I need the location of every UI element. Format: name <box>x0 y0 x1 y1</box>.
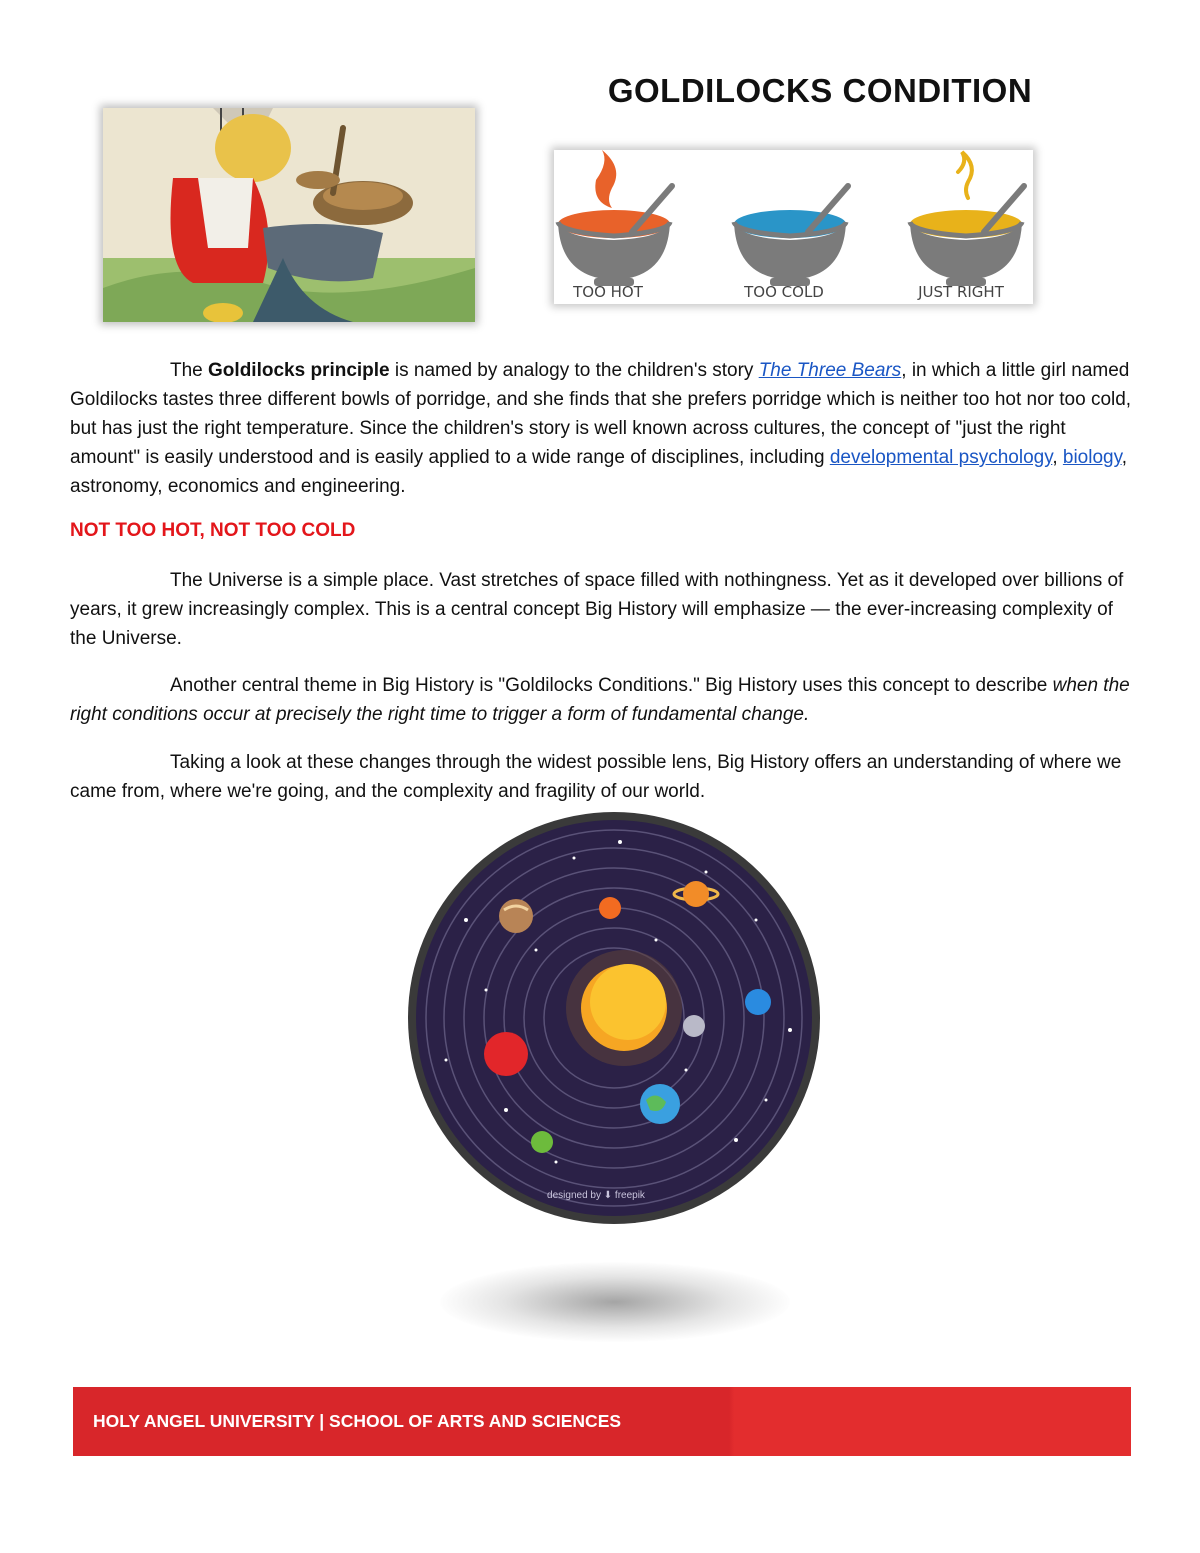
solar-system-shadow <box>440 1262 790 1342</box>
solar-system-image <box>406 810 822 1226</box>
footer-banner <box>73 1387 1131 1456</box>
section-heading: NOT TOO HOT, NOT TOO COLD <box>70 520 356 541</box>
label-too-hot: TOO HOT <box>573 283 643 301</box>
link-developmental-psychology[interactable]: developmental psychology <box>829 447 1053 468</box>
bowl-too-hot <box>558 150 672 286</box>
label-just-right: JUST RIGHT <box>918 283 1004 301</box>
freepik-credit: designed by ⬇ freepik <box>547 1190 645 1201</box>
goldilocks-principle-term: Goldilocks principle <box>208 360 390 381</box>
intro-paragraph: The Goldilocks principle is named by analogy to the children's story The Three Bears, in which a little girl named Goldilocks tastes three different bowls of porridge, and she finds that she prefers porridge which is neither too hot nor too cold, but has just the right temperature. Since the children's story is well known across cultures, the concept of "just the right amount" is easily understood and is easily applied to a wide range of disciplines, including developmental psychology, biology, astronomy, economics and engineering. <box>70 360 1132 497</box>
goldilocks-conditions-paragraph: Another central theme in Big History is "Goldilocks Conditions." Big History uses this concept to describe when the right conditions occur at precisely the right time to trigger a form of fundamental change. <box>70 675 1130 725</box>
goldilocks-illustration <box>103 108 475 322</box>
link-biology[interactable]: biology <box>1062 447 1122 468</box>
label-too-cold: TOO COLD <box>744 283 824 301</box>
universe-paragraph: The Universe is a simple place. Vast stretches of space filled with nothingness. Yet as it developed over billions of years, it grew increasingly complex. This is a central concept Big History will emphasize — the ever-increasing complexity of the Universe. <box>70 570 1124 649</box>
link-three-bears[interactable]: The Three Bears <box>758 360 902 381</box>
bowl-too-cold <box>734 186 848 286</box>
lens-paragraph: Taking a look at these changes through the widest possible lens, Big History offers an understanding of where we came from, where we're going, and the complexity and fragility of our world. <box>70 752 1122 802</box>
porridge-bowls-image <box>554 150 1033 304</box>
bowl-just-right <box>910 152 1024 286</box>
footer-text: HOLY ANGEL UNIVERSITY | SCHOOL OF ARTS AND SCIENCES <box>93 1411 622 1431</box>
page-title: GOLDILOCKS CONDITION <box>607 72 1033 109</box>
